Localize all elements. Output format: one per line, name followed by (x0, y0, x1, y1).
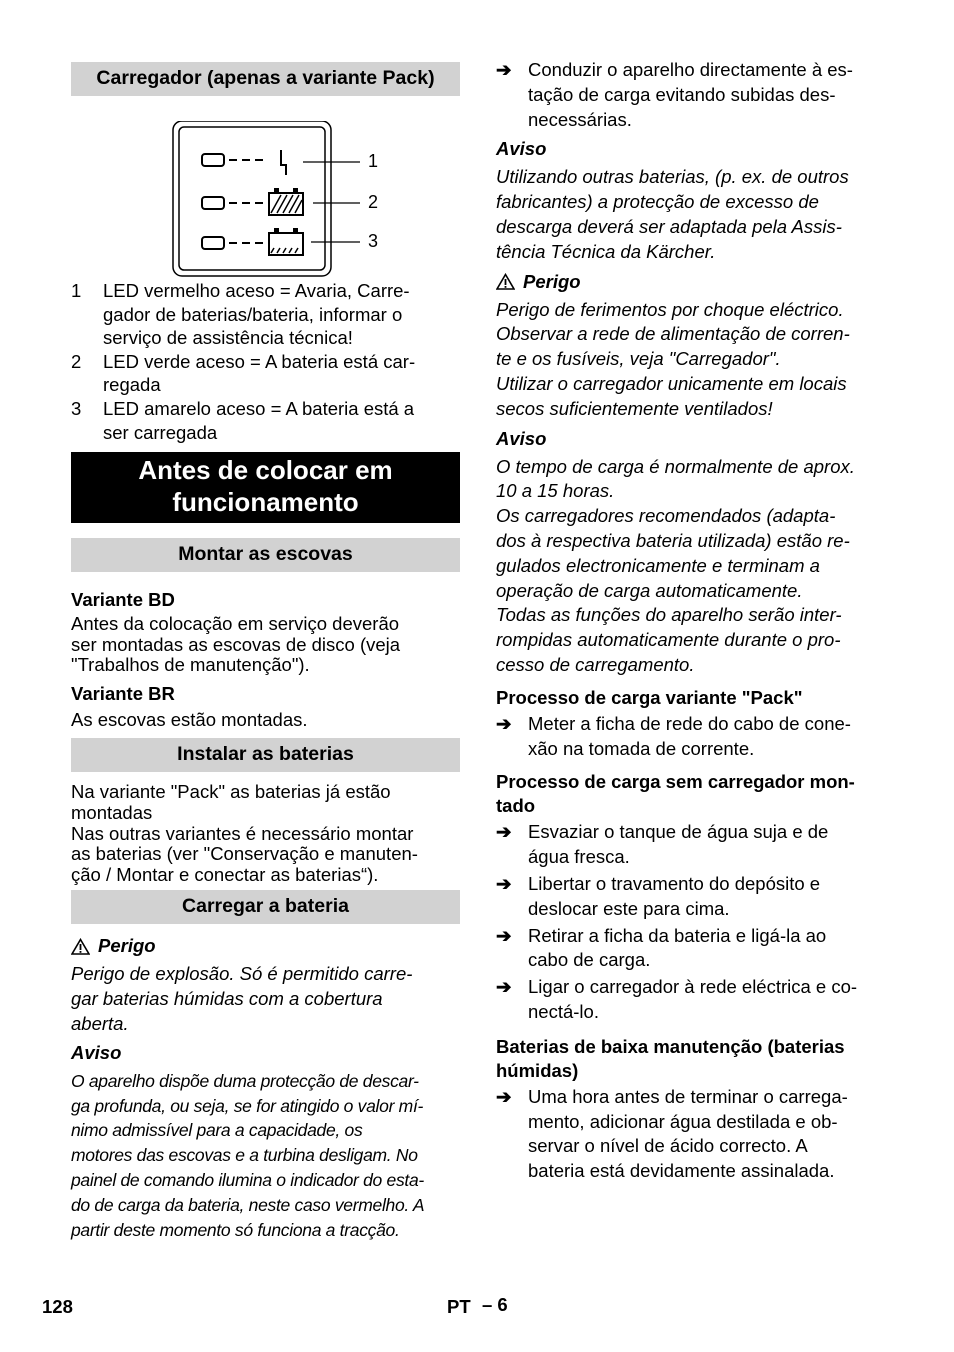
variant-br-title: Variante BR (71, 682, 175, 704)
instruction-text: Uma hora antes de terminar o carrega- mento, adicionar água destilada e ob- servar o nível de ácido correcto. A bateria está devidamente assinalada. (528, 1085, 848, 1182)
variant-bd-title: Variante BD (71, 589, 175, 611)
legend-number: 1 (71, 280, 82, 301)
instruction-item (496, 712, 888, 762)
danger-label: Perigo (523, 270, 581, 292)
legend-item (71, 350, 460, 397)
instruction-item (496, 58, 888, 132)
batteries-heading: Instalar as baterias (71, 738, 460, 772)
notice-label: Aviso (496, 427, 547, 449)
notice-text: O aparelho dispõe duma protecção de descar- ga profunda, ou seja, se for atingido o valor mí- nimo admissível para a capacidade, os motores das escovas e a turbina desligam. No painel de comando ilumina o indicador do esta- do de carga da bateria, neste caso vermelho. A partir deste momento só funciona a tracção. (71, 1070, 425, 1240)
footer-language: PT (447, 1296, 471, 1317)
page-number: 128 (42, 1296, 73, 1317)
instruction-text: Ligar o carregador à rede eléctrica e co- nectá-lo. (528, 976, 858, 1022)
batteries-text: Na variante "Pack" as baterias já estão montadas Nas outras variantes é necessário montar as baterias (ver "Conservação e manuten- ção / Montar e conectar as baterias“). (71, 781, 418, 885)
instruction-text: Libertar o travamento do depósito e deslocar este para cima. (528, 872, 821, 919)
notice-heading (496, 137, 888, 161)
notice-text: Utilizando outras baterias, (p. ex. de outros fabricantes) a protecção de excesso de descarga deverá ser adaptada pela Assis- tência Técnica da Kärcher. (496, 166, 849, 262)
right-column (496, 58, 888, 1184)
warning-triangle-icon (71, 938, 90, 955)
arrow-icon: ➔ (496, 59, 512, 80)
notice-label: Aviso (496, 138, 547, 160)
legend-text: LED amarelo aceso = A bateria está a ser carregada (103, 397, 415, 443)
danger-text: Perigo de explosão. Só é permitido carre- gar baterias húmidas com a cobertura aberta. (71, 963, 413, 1035)
legend-item (71, 397, 460, 444)
charge-heading: Carregar a bateria (71, 890, 460, 924)
notice-heading (71, 1041, 460, 1065)
charger-heading: Carregador (apenas a variante Pack) (71, 62, 460, 96)
notice-text: O tempo de carga é normalmente de aprox. 10 a 15 horas. Os carregadores recomendados (adapta- dos à respectiva bateria utilizada) estão re- gulados electronicamente e terminam a operação de carga automaticamente. Todas as funções do aparelho serão inter- rompidas automaticamente durante o pro- cesso de carregamento. (496, 455, 855, 675)
legend-number: 2 (71, 350, 82, 372)
arrow-icon: ➔ (496, 976, 512, 998)
brushes-heading: Montar as escovas (71, 538, 460, 572)
led-yellow-icon (202, 228, 303, 255)
danger-heading (71, 934, 460, 958)
legend-item (71, 279, 460, 350)
warning-triangle-icon (496, 273, 515, 290)
legend-text: LED vermelho aceso = Avaria, Carre- gador de baterias/bateria, informar o serviço de assistência técnica! (103, 280, 410, 349)
led-legend-list (71, 279, 460, 444)
footer-page-ref: – 6 (482, 1294, 508, 1315)
arrow-icon: ➔ (496, 872, 512, 894)
callout-2: 2 (368, 192, 379, 212)
variant-bd-text: Antes da colocação em serviço deverão ser montadas as escovas de disco (veja "Trabalhos de manutenção"). (71, 613, 401, 676)
instruction-item (496, 1085, 888, 1184)
instruction-item (496, 872, 888, 922)
instruction-item (496, 924, 888, 974)
arrow-icon: ➔ (496, 712, 512, 734)
led-red-icon (202, 150, 286, 175)
instruction-text: Esvaziar o tanque de água suja e de água fresca. (528, 821, 829, 868)
arrow-icon: ➔ (496, 1085, 512, 1107)
instruction-item (496, 820, 888, 870)
instruction-text: Conduzir o aparelho directamente à es- tação de carga evitando subidas des- necessárias. (528, 59, 853, 130)
notice-label: Aviso (71, 1041, 122, 1063)
callout-1: 1 (368, 151, 379, 171)
instruction-text: Retirar a ficha da bateria e ligá-la ao cabo de carga. (528, 924, 827, 971)
charger-led-diagram (71, 121, 460, 287)
legend-text: LED verde aceso = A bateria está car- regada (103, 350, 416, 396)
variant-br-text: As escovas estão montadas. (71, 708, 308, 730)
callout-3: 3 (368, 231, 379, 251)
led-green-icon (202, 188, 303, 215)
nocharger-heading: Processo de carga sem carregador mon- tado (496, 771, 855, 817)
arrow-icon: ➔ (496, 924, 512, 946)
instruction-item (496, 975, 888, 1025)
danger-heading (496, 270, 888, 294)
section-title: Antes de colocar em funcionamento (71, 452, 460, 523)
notice-heading (496, 427, 888, 451)
legend-number: 3 (71, 397, 82, 419)
pack-heading: Processo de carga variante "Pack" (496, 686, 803, 708)
charger-panel-illustration (71, 121, 460, 287)
arrow-icon: ➔ (496, 821, 512, 843)
danger-text: Perigo de ferimentos por choque eléctrico. Observar a rede de alimentação de corren- te e os fusíveis, veja "Carregador". Utilizar o carregador unicamente em locais secos suficientemente ventilados! (496, 298, 850, 419)
lowmaint-heading: Baterias de baixa manutenção (baterias húmidas) (496, 1035, 845, 1081)
danger-label: Perigo (98, 935, 156, 957)
left-column (71, 62, 460, 1242)
instruction-text: Meter a ficha de rede do cabo de cone- xão na tomada de corrente. (528, 712, 851, 759)
